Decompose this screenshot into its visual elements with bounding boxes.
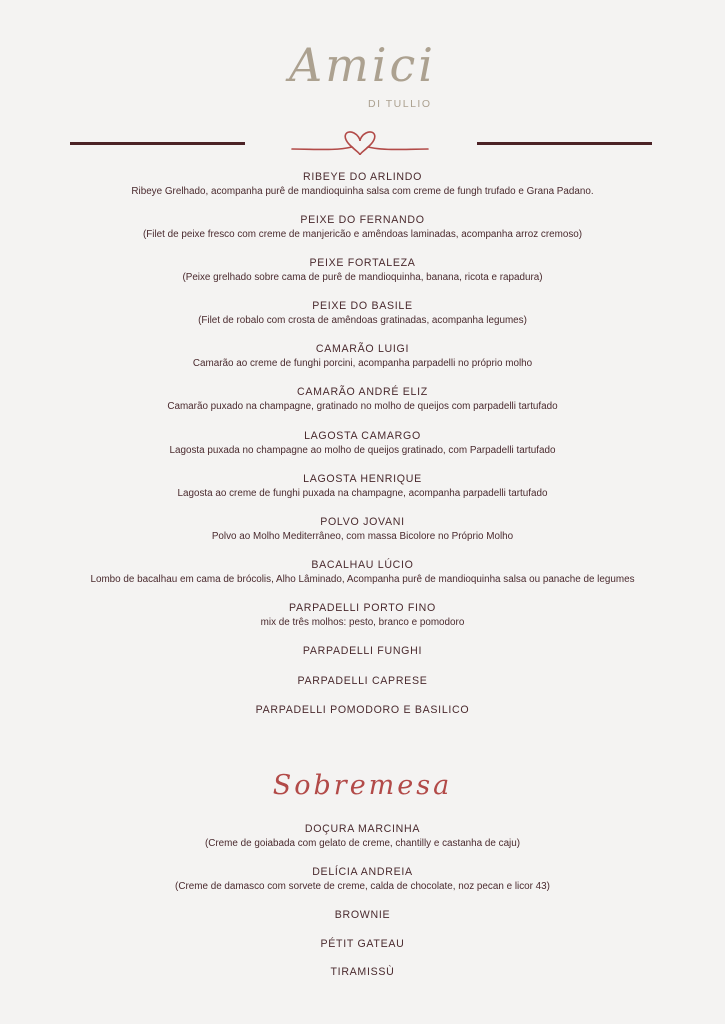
menu-item bbox=[0, 601, 725, 631]
dish-description: Ribeye Grelhado, acompanha purê de mandioquinha salsa com creme de fungh trufado e Grana Padano. bbox=[131, 186, 594, 197]
dessert-name: DOÇURA MARCINHA bbox=[304, 823, 421, 835]
logo-subtitle: DI TULLIO bbox=[368, 98, 432, 110]
dish-name: RIBEYE DO ARLINDO bbox=[302, 171, 423, 183]
dish-description: Polvo ao Molho Mediterrâneo, com massa Bicolore no Próprio Molho bbox=[211, 530, 514, 542]
restaurant-logo bbox=[0, 30, 725, 120]
dish-description: Camarão ao creme de funghi porcini, acompanha parpadelli no próprio molho bbox=[192, 358, 533, 370]
dessert-description: (Creme de damasco com sorvete de creme, calda de chocolate, noz pecan e licor 43) bbox=[175, 881, 550, 892]
menu-item bbox=[0, 965, 725, 980]
menu-item bbox=[0, 644, 725, 659]
menu-item bbox=[0, 429, 725, 459]
menu-item bbox=[0, 299, 725, 329]
dessert-description: (Creme de goiabada com gelato de creme, chantilly e castanha de caju) bbox=[204, 838, 521, 849]
dish-description: (Filet de peixe fresco com creme de manjericão e amêndoas laminadas, acompanha arroz cremoso) bbox=[142, 229, 583, 241]
menu-item bbox=[0, 558, 725, 588]
dessert-section-title: Sobremesa bbox=[272, 770, 453, 801]
menu-item bbox=[0, 342, 725, 372]
dish-name: PARPADELLI CAPRESE bbox=[297, 674, 428, 687]
logo-name: Amici bbox=[288, 38, 437, 92]
main-menu bbox=[0, 170, 725, 733]
menu-item bbox=[0, 937, 725, 952]
dish-name: LAGOSTA HENRIQUE bbox=[303, 472, 422, 485]
dessert-name: PÉTIT GATEAU bbox=[320, 937, 405, 950]
dish-name: PEIXE DO BASILE bbox=[312, 300, 413, 313]
dessert-name: BROWNIE bbox=[334, 909, 391, 921]
menu-item bbox=[0, 170, 725, 200]
dish-name: PARPADELLI FUNGHI bbox=[302, 645, 423, 658]
heart-flourish-icon bbox=[290, 125, 430, 159]
dish-name: CAMARÃO ANDRÉ ELIZ bbox=[297, 386, 428, 399]
menu-item bbox=[0, 472, 725, 502]
dessert-name: TIRAMISSÙ bbox=[330, 966, 395, 978]
dish-name: PEIXE FORTALEZA bbox=[309, 257, 416, 270]
divider-right bbox=[477, 142, 652, 145]
menu-item bbox=[0, 256, 725, 286]
dish-name: LAGOSTA CAMARGO bbox=[304, 429, 421, 442]
menu-item bbox=[0, 385, 725, 415]
dish-description: Lagosta ao creme de funghi puxada na champagne, acompanha parpadelli tartufado bbox=[177, 487, 548, 499]
dish-description: Lombo de bacalhau em cama de brócolis, Alho Lâminado, Acompanha purê de mandioquinha salsa ou panache de legumes bbox=[90, 573, 635, 585]
dish-description: Camarão puxado na champagne, gratinado no molho de queijos com parpadelli tartufado bbox=[167, 401, 558, 413]
dish-name: BACALHAU LÚCIO bbox=[311, 558, 414, 571]
dish-name: PARPADELLI PORTO FINO bbox=[289, 601, 436, 614]
dish-description: mix de três molhos: pesto, branco e pomodoro bbox=[260, 616, 465, 628]
menu-item bbox=[0, 213, 725, 243]
dish-name: PEIXE DO FERNANDO bbox=[300, 214, 425, 227]
dish-description: (Filet de robalo com crosta de amêndoas gratinadas, acompanha legumes) bbox=[198, 315, 527, 327]
dish-name: CAMARÃO LUIGI bbox=[315, 343, 410, 356]
divider-left bbox=[70, 142, 245, 145]
menu-item bbox=[0, 822, 725, 852]
menu-item bbox=[0, 908, 725, 923]
menu-item bbox=[0, 674, 725, 689]
menu-item bbox=[0, 703, 725, 718]
dish-name: POLVO JOVANI bbox=[320, 515, 405, 528]
dish-description: Lagosta puxada no champagne ao molho de queijos gratinado, com Parpadelli tartufado bbox=[169, 444, 556, 456]
dish-name: PARPADELLI POMODORO E BASILICO bbox=[255, 704, 470, 717]
dessert-menu bbox=[0, 822, 725, 994]
dessert-name: DELÍCIA ANDREIA bbox=[312, 866, 413, 878]
menu-item bbox=[0, 515, 725, 545]
dish-description: (Peixe grelhado sobre cama de purê de mandioquinha, banana, ricota e rapadura) bbox=[182, 272, 543, 284]
menu-item bbox=[0, 865, 725, 895]
